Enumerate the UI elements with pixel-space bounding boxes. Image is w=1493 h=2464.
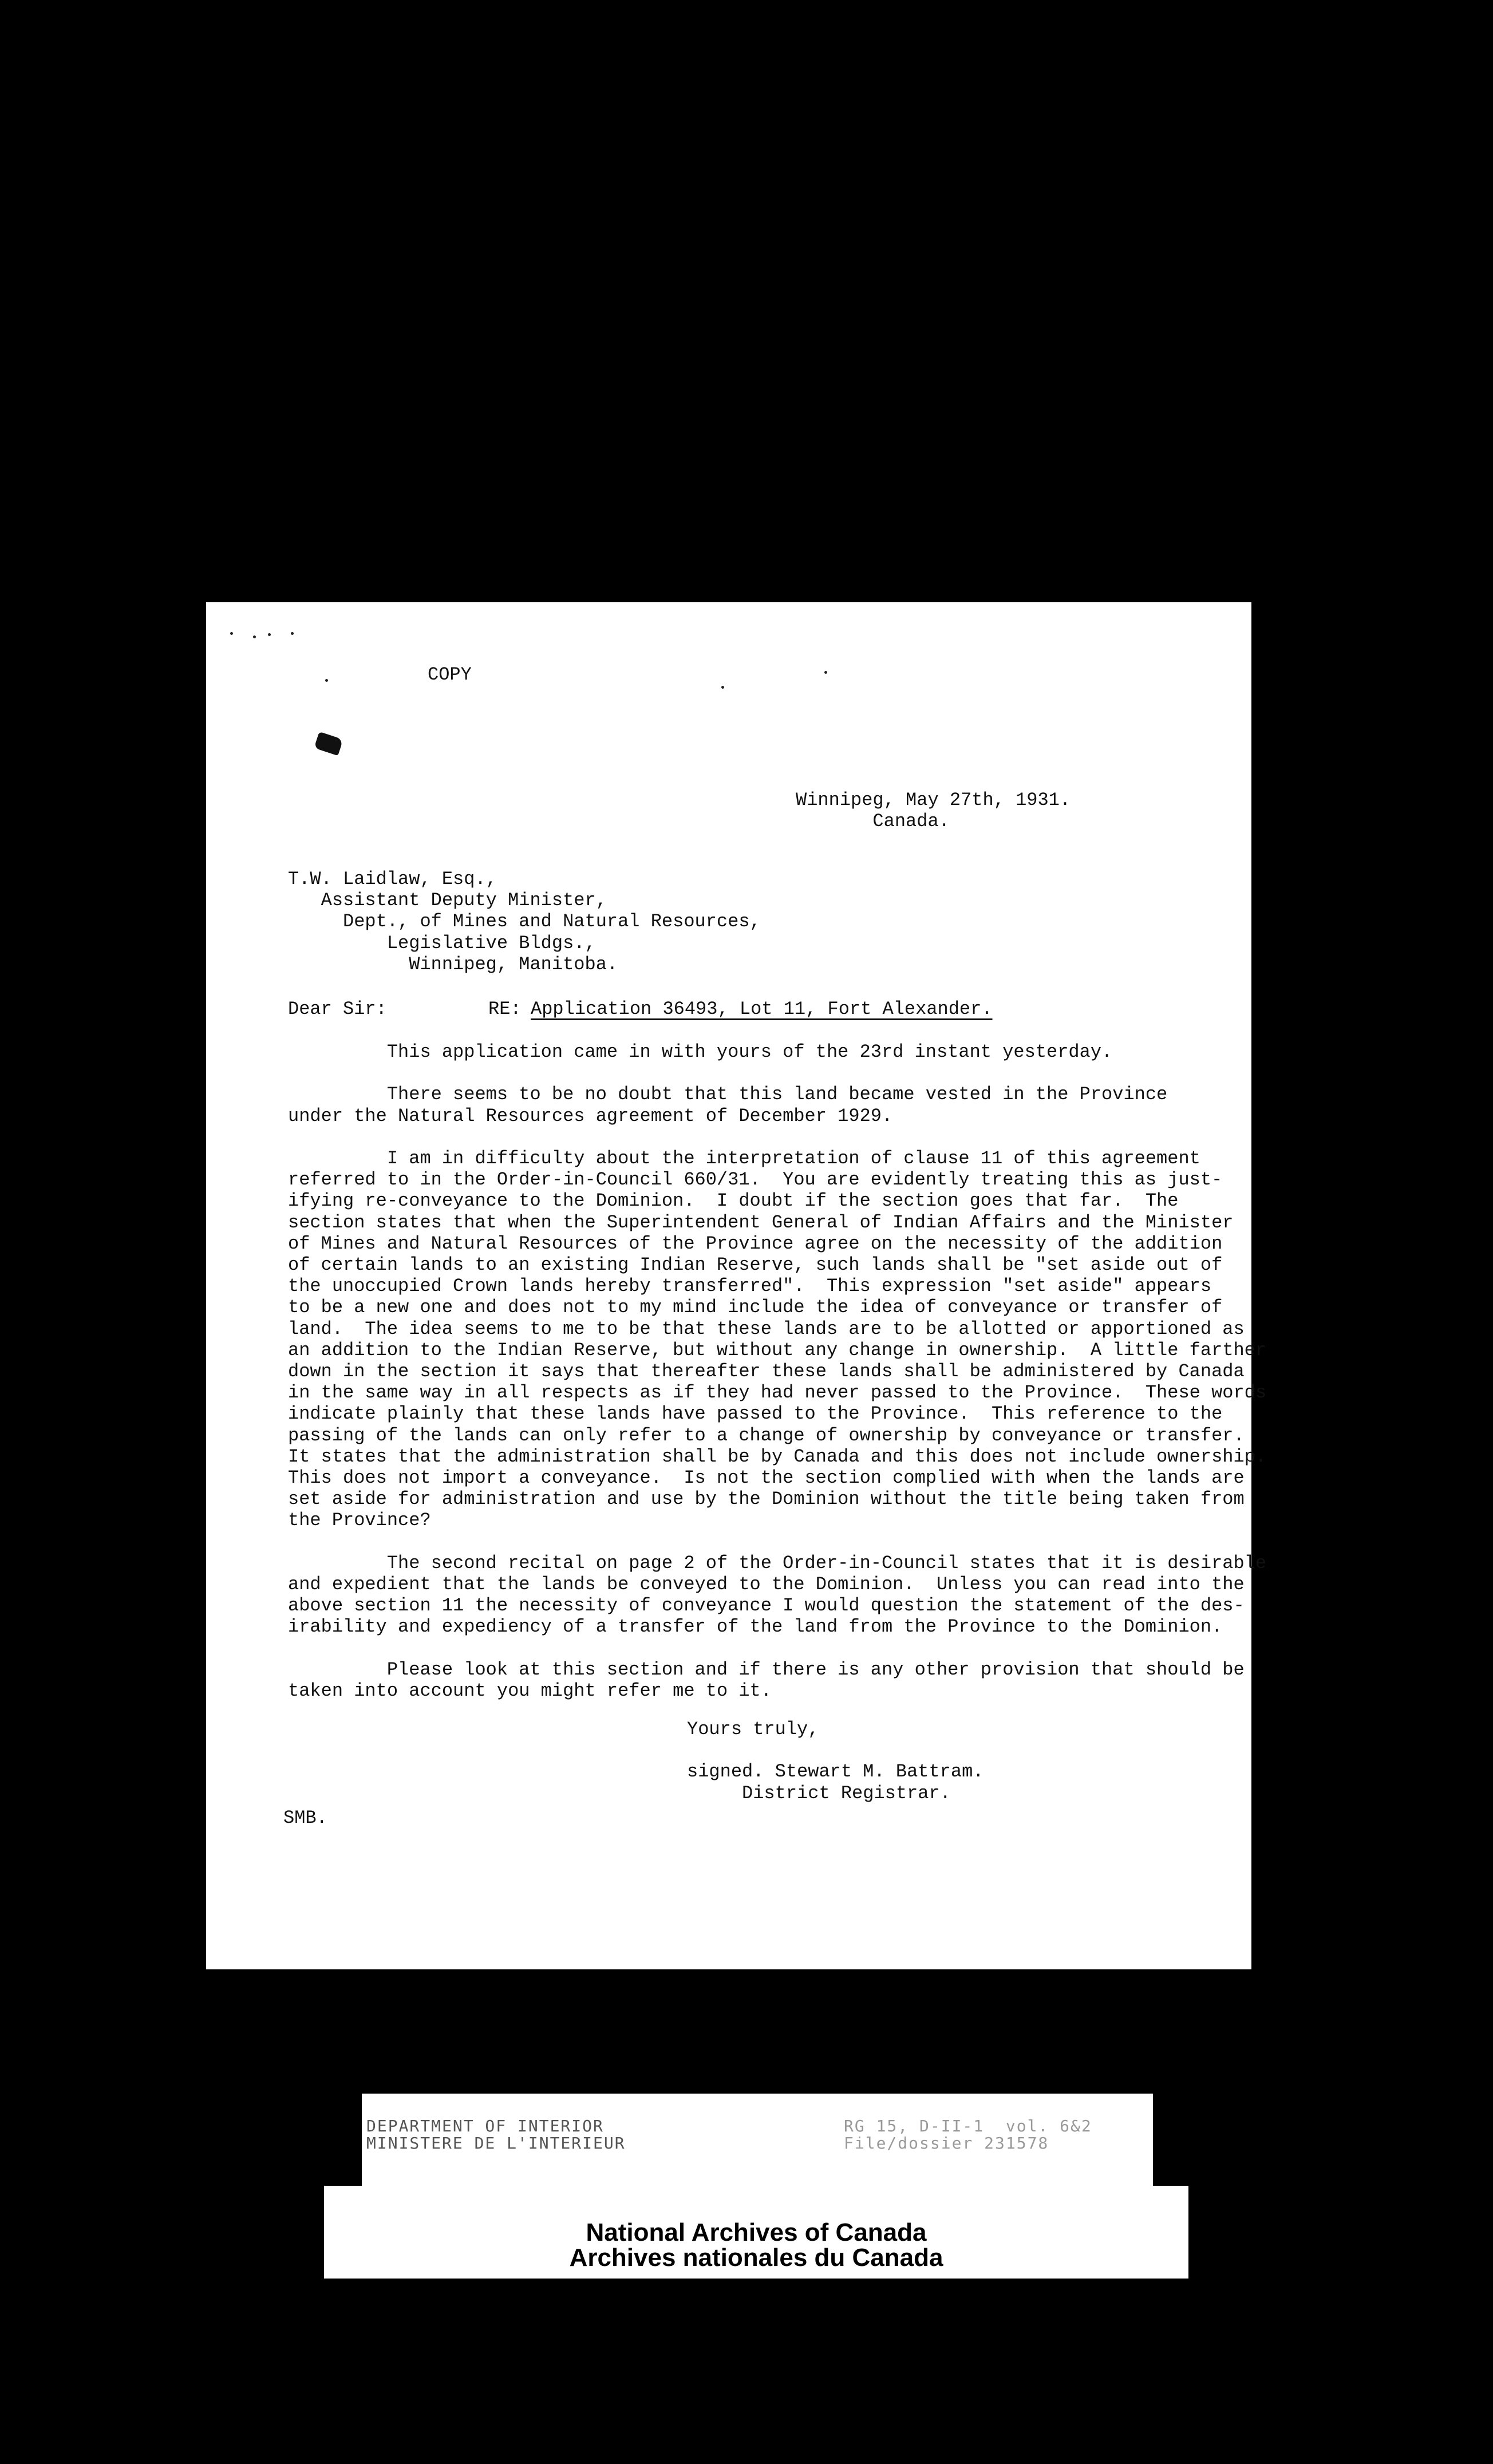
archive-label [324,2186,1188,2279]
closing-signature: Yours truly, signed. Stewart M. Battram. District Registrar. [687,1719,984,1804]
archive-name-en: National Archives of Canada [586,2218,927,2246]
speck-mark [325,679,328,682]
archive-name-fr: Archives nationales du Canada [569,2244,943,2272]
copy-mark: COPY [428,664,472,685]
department-name: DEPARTMENT OF INTERIOR MINISTERE DE L'INTERIEUR [366,2116,626,2153]
re-label: RE: [488,998,522,1020]
speck-mark [291,632,294,635]
speck-mark [268,633,271,636]
letter-body: This application came in with yours of the 23rd instant yesterday. There seems to be no doubt that this land became vested in the Province under the Natural Resources agreement of December 1929. I am in difficulty about the interpretation of clause 11 of this agreement referred to in the Order-in-Council 660/31. You are evidently treating this as just- ifying re-conveyance to the Dominion. I doubt if the section goes that far. The section states that when the Superintendent General of Indian Affairs and the Minister of Mines and Natural Resources of the Province agree on the necessity of the addition of certain lands to an existing Indian Reserve, such lands shall be "set aside out of the unoccupied Crown lands hereby transferred". This expression "set aside" appears to be a new one and does not to my mind include the idea of conveyance or transfer of land. The idea seems to me to be that these lands are to be allotted or apportioned as an addition to the Indian Reserve, but without any change in ownership. A little farther down in the section it says that thereafter these lands shall be administered by Canada in the same way in all respects as if they had never passed to the Province. These words indicate plainly that these lands have passed to the Province. This reference to the passing of the lands can only refer to a change of ownership by conveyance or transfer. It states that the administration shall be by Canada and this does not include ownership. This does not import a conveyance. Is not the section complied with when the lands are set aside for administration and use by the Dominion without the title being taken from the Province? The second recital on page 2 of the Order-in-Council states that it is desirable and expedient that the lands be conveyed to the Dominion. Unless you can read into the above section 11 the necessity of conveyance I would question the statement of the des- irability and expediency of a transfer of the land from the Province to the Dominion. Please look at this section and if there is any other provision that should be taken into account you might refer me to it. [288,1041,1267,1702]
speck-mark [230,632,233,635]
reference-stamp [362,2094,1153,2188]
letter-page [206,602,1267,1969]
typist-initials: SMB. [283,1807,327,1829]
file-reference: RG 15, D-II-1 vol. 6&2 File/dossier 231578 [844,2116,1092,2153]
speck-mark [721,686,724,689]
salutation: Dear Sir: [288,998,387,1020]
speck-mark [253,635,256,638]
dateline: Winnipeg, May 27th, 1931. Canada. [796,789,1071,832]
recipient-address: T.W. Laidlaw, Esq., Assistant Deputy Minister, Dept., of Mines and Natural Resources, Legislative Bldgs., Winnipeg, Manitoba. [288,868,761,975]
re-subject: Application 36493, Lot 11, Fort Alexander. [531,998,993,1020]
speck-mark [824,671,827,674]
ink-blot-mark [314,732,343,756]
